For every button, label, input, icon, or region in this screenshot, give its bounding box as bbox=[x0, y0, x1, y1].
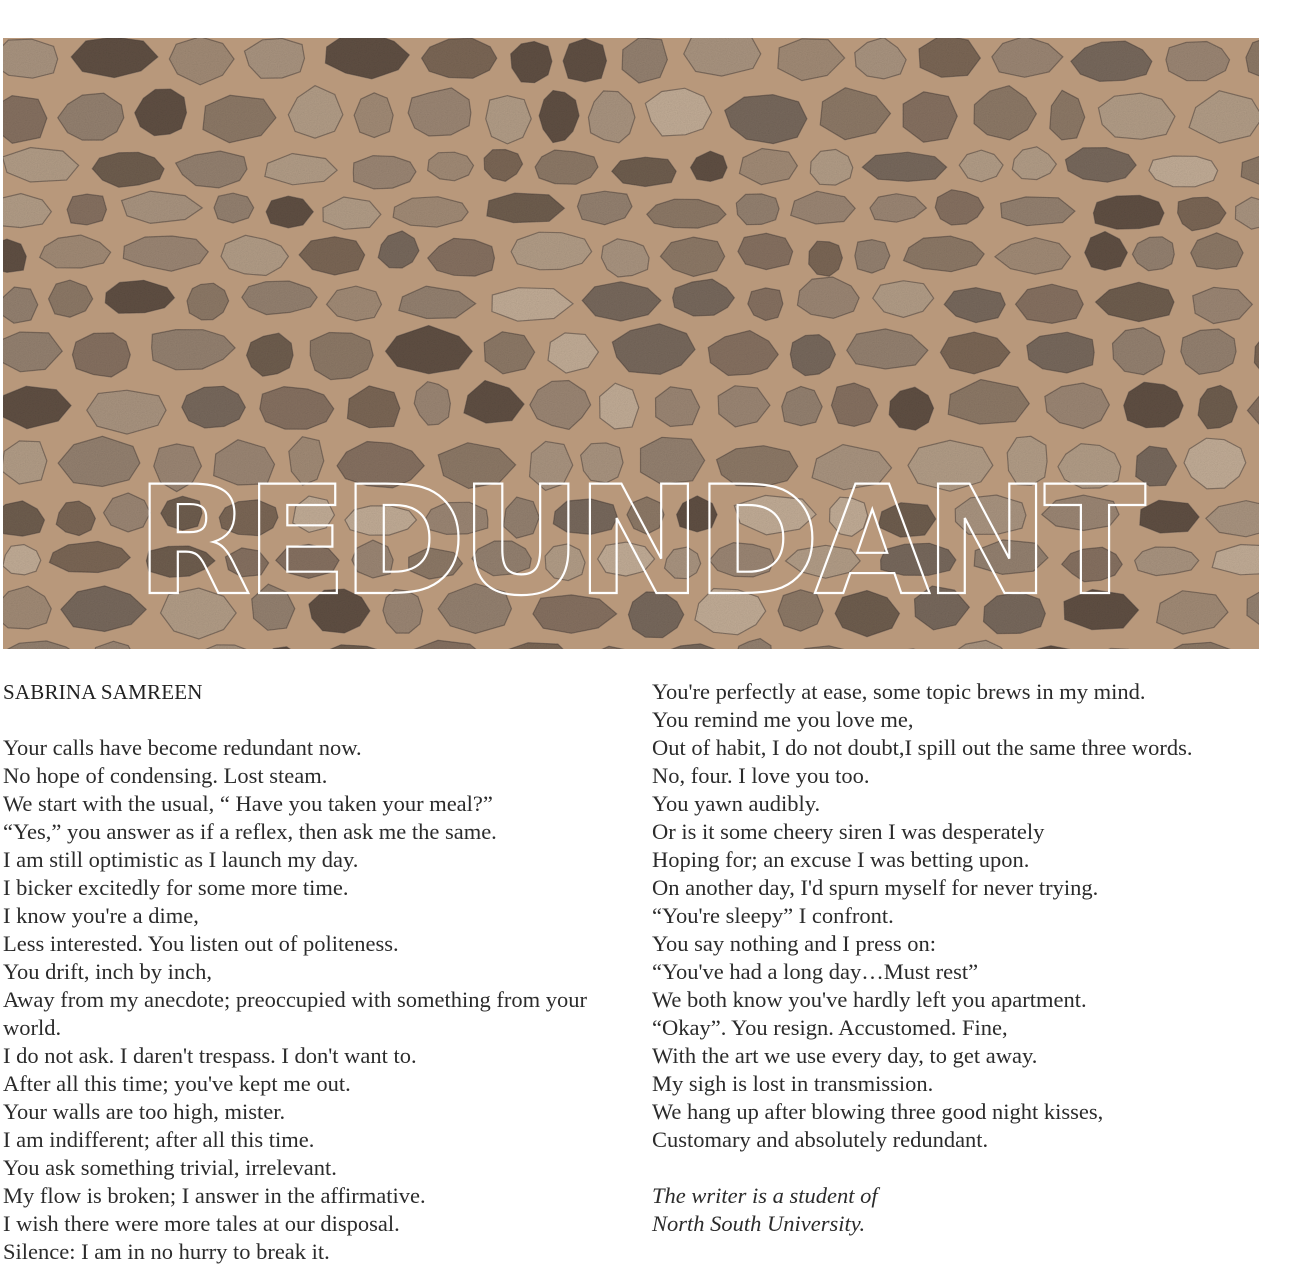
stone bbox=[1093, 195, 1164, 229]
poem-line: Or is it some cheery siren I was desperately bbox=[652, 818, 1252, 846]
poem-line: With the art we use every day, to get away. bbox=[652, 1042, 1252, 1070]
poem-line: We both know you've hardly left you apartment. bbox=[652, 986, 1252, 1014]
stone bbox=[72, 333, 130, 377]
poem-line: “Yes,” you answer as if a reflex, then ask me the same. bbox=[3, 818, 613, 846]
stone bbox=[855, 240, 890, 274]
poem-line: I am still optimistic as I launch my day. bbox=[3, 846, 613, 874]
stone-wall-illustration bbox=[3, 38, 1259, 649]
poem-line: You're perfectly at ease, some topic brews in my mind. bbox=[652, 678, 1252, 706]
poem-line: We start with the usual, “ Have you taken your meal?” bbox=[3, 790, 613, 818]
poem-line: “You're sleepy” I confront. bbox=[652, 902, 1252, 930]
poem-line: We hang up after blowing three good night kisses, bbox=[652, 1098, 1252, 1126]
hero-title: REDUNDANT bbox=[136, 455, 1146, 629]
poem-line: On another day, I'd spurn myself for never trying. bbox=[652, 874, 1252, 902]
poem-line: Away from my anecdote; preoccupied with something from your world. bbox=[3, 986, 613, 1042]
poem-line: My flow is broken; I answer in the affirmative. bbox=[3, 1182, 613, 1210]
poem-line: Out of habit, I do not doubt,I spill out the same three words. bbox=[652, 734, 1252, 762]
stone bbox=[3, 441, 47, 484]
stone bbox=[487, 193, 565, 223]
poem-line: No, four. I love you too. bbox=[652, 762, 1252, 790]
poem-line: No hope of condensing. Lost steam. bbox=[3, 762, 613, 790]
author-note bbox=[652, 1182, 1252, 1238]
author-byline: SABRINA SAMREEN bbox=[3, 678, 613, 706]
poem-line: You ask something trivial, irrelevant. bbox=[3, 1154, 613, 1182]
stone bbox=[511, 232, 592, 270]
stone bbox=[67, 194, 106, 225]
stone bbox=[214, 193, 254, 223]
poem-line: I do not ask. I daren't trespass. I don't want to. bbox=[3, 1042, 613, 1070]
poem-stanza-right bbox=[652, 678, 1252, 1154]
poem-column-right bbox=[652, 678, 1252, 1238]
stone bbox=[862, 152, 946, 181]
poem-line: “You've had a long day…Must rest” bbox=[652, 958, 1252, 986]
poem-line: You say nothing and I press on: bbox=[652, 930, 1252, 958]
stone bbox=[563, 39, 606, 82]
poem-line: Hoping for; an excuse I was betting upon. bbox=[652, 846, 1252, 874]
author-note-line-1: The writer is a student of bbox=[652, 1182, 1252, 1210]
poem-line: You remind me you love me, bbox=[652, 706, 1252, 734]
poem-line: I know you're a dime, bbox=[3, 902, 613, 930]
poem-line: Your walls are too high, mister. bbox=[3, 1098, 613, 1126]
poem-line: You drift, inch by inch, bbox=[3, 958, 613, 986]
author-note-line-2: North South University. bbox=[652, 1210, 1252, 1238]
stone bbox=[656, 387, 700, 427]
stone-wall-hero-image bbox=[3, 38, 1259, 649]
stone bbox=[612, 157, 676, 186]
poem-line: Less interested. You listen out of politeness. bbox=[3, 930, 613, 958]
poem-line: You yawn audibly. bbox=[652, 790, 1252, 818]
poem-stanza-left bbox=[3, 734, 613, 1266]
poem-line: I bicker excitedly for some more time. bbox=[3, 874, 613, 902]
poem-column-left bbox=[3, 678, 613, 1266]
poem-line: Customary and absolutely redundant. bbox=[652, 1126, 1252, 1154]
poem-line: I am indifferent; after all this time. bbox=[3, 1126, 613, 1154]
poem-line: Your calls have become redundant now. bbox=[3, 734, 613, 762]
stone bbox=[736, 194, 779, 225]
stone bbox=[3, 39, 58, 78]
stone bbox=[809, 241, 843, 276]
poem-line: My sigh is lost in transmission. bbox=[652, 1070, 1252, 1098]
poem-line: I wish there were more tales at our disposal. bbox=[3, 1210, 613, 1238]
poem-line: Silence: I am in no hurry to break it. bbox=[3, 1238, 613, 1266]
stone bbox=[3, 96, 47, 144]
stone bbox=[738, 233, 793, 269]
poem-line: After all this time; you've kept me out. bbox=[3, 1070, 613, 1098]
stone bbox=[919, 38, 980, 77]
poem-line: “Okay”. You resign. Accustomed. Fine, bbox=[652, 1014, 1252, 1042]
